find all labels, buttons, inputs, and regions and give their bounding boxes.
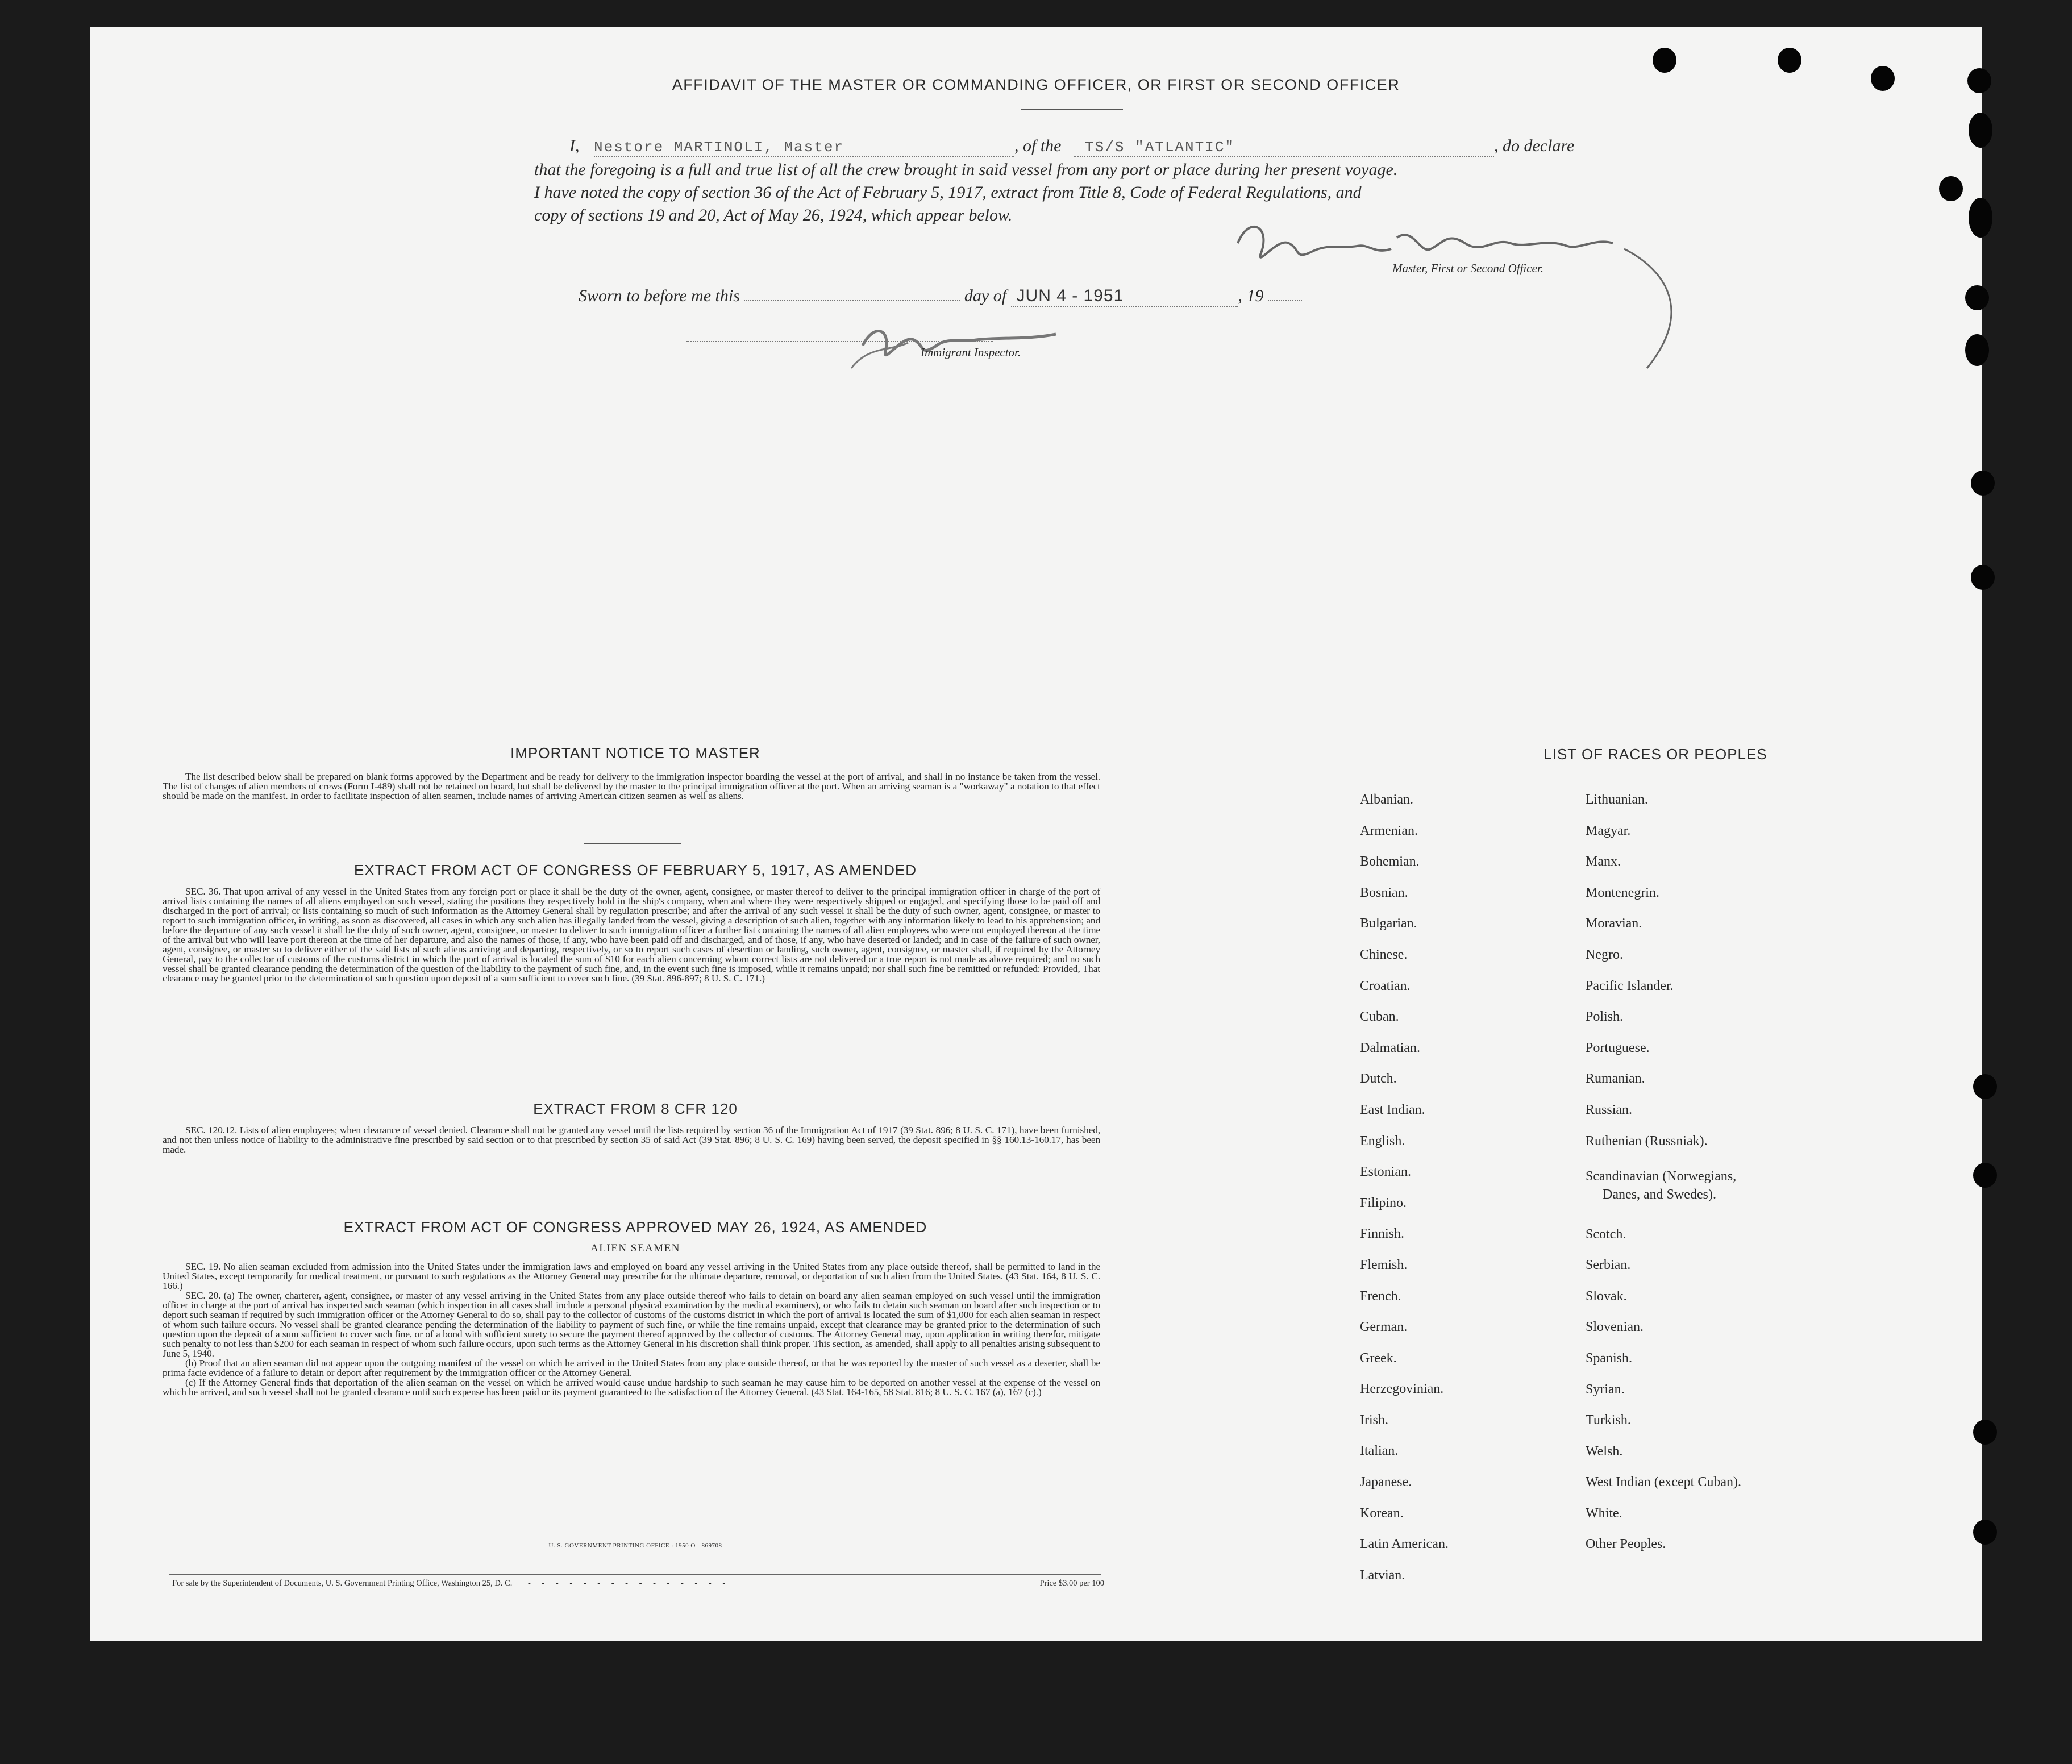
race-item: Italian.	[1360, 1443, 1399, 1459]
footer-rule	[169, 1574, 1101, 1575]
race-item: Dutch.	[1360, 1071, 1397, 1087]
price-text: Price $3.00 per 100	[1039, 1579, 1104, 1588]
race-item: Rumanian.	[1586, 1071, 1645, 1087]
notice-paragraph: The list described below shall be prepared on blank forms approved by the Department and be ready for delivery to the immigration inspector boarding the vessel at the port of arrival, and shall in no instance be taken from the vessel. The list of changes of alien members of crews (Form I-489) shall not be retained on board, but shall be delivered by the master to the principal immigration officer at the port. When an arriving seaman is a "workaway" a notation to that effect should be made on the manifest. In order to facilitate inspection of alien seamen, include names of arriving American citizen seamen as well as aliens.	[163, 771, 1100, 801]
race-item: Dalmatian.	[1360, 1040, 1420, 1055]
race-item: Serbian.	[1586, 1258, 1631, 1273]
do-declare-label: , do declare	[1494, 136, 1575, 155]
punch-hole-icon	[1965, 334, 1989, 366]
race-item: Chinese.	[1360, 947, 1408, 962]
notice-text	[163, 772, 1100, 801]
title-rule	[1021, 109, 1123, 110]
race-item: Ruthenian (Russniak).	[1586, 1133, 1708, 1149]
sec-120-12-paragraph: SEC. 120.12. Lists of alien employees; when clearance of vessel denied. Clearance shall not be granted any vessel until the lists required by section 36 of the Immigration Act of 1917 (39 Stat. 896; 8 U. S. C. 171), have been furnished, and not then unless notice of liability to the administrative fine prescribed by said section or to that prescribed by section 35 of said Act (39 Stat. 896; 8 U. S. C. 169) having been served, the deposit specified in §§ 160.13-160.17, has been made.	[163, 1125, 1100, 1155]
race-item: Japanese.	[1360, 1475, 1412, 1490]
race-item: Latvian.	[1360, 1567, 1405, 1583]
race-item: Slovak.	[1586, 1288, 1627, 1304]
race-item: Slovenian.	[1586, 1320, 1644, 1335]
affidavit-line3: I have noted the copy of section 36 of the Act of February 5, 1917, extract from Title 8, Code of Federal Regulations, and	[534, 183, 1362, 202]
sworn-day-field	[744, 300, 960, 301]
race-item: Estonian.	[1360, 1164, 1411, 1180]
race-item: Manx.	[1586, 854, 1621, 869]
day-of-label: day of	[964, 286, 1007, 305]
sec-20a-paragraph: SEC. 20. (a) The owner, charterer, agent, consignee, or master of any vessel arriving in the United States from any place outside thereof who fails to detain on board any alien seaman employed on such vessel until the immigration officer in charge at the port of arrival has inspected such seaman (which inspection in all cases shall include a personal physical examination by the medical examiners), or who fails to detain such seaman on board after such inspection or to deport such seaman if required by such immigration officer or the Attorney General to do so, shall pay to the collector of customs of the customs district in which the port of arrival is located the sum of $1,000 for each alien seaman in respect of whom such failure occurs. No vessel shall be granted clearance pending the determination of the liability to payment of such fine, or while the fine remains unpaid, except that clearance may be granted prior to the determination of such question upon the deposit of a sum sufficient to cover such fine, or of a bond with sufficient surety to secure the payment thereof approved by the collector of customs. The Attorney General may, upon application in writing therefor, mitigate such penalty to not less than $200 for each seaman in respect of whom such failure occurs, upon such terms as the Attorney General in his discretion shall think proper. This section, as amended, shall apply to all penalties arising subsequent to June 5, 1940.	[163, 1290, 1100, 1359]
year-label: , 19	[1238, 286, 1264, 305]
sec-19-paragraph: SEC. 19. No alien seaman excluded from admission into the United States under the immigration laws and employed on board any vessel arriving in the United States from any place outside thereof, shall be permitted to land in the United States, except temporarily for medical treatment, or pursuant to such regulations as the Attorney General may prescribe for the ultimate departure, removal, or deportation of such alien from the United States. (43 Stat. 164, 8 U. S. C. 166.)	[163, 1261, 1100, 1291]
race-item: Albanian.	[1360, 792, 1413, 807]
race-item: Greek.	[1360, 1350, 1397, 1366]
race-item: English.	[1360, 1133, 1405, 1149]
race-item: Finnish.	[1360, 1226, 1405, 1242]
master-label: Master, First or Second Officer.	[1392, 261, 1543, 275]
extract-cfr-title: EXTRACT FROM 8 CFR 120	[533, 1100, 738, 1117]
for-sale-text: For sale by the Superintendent of Documents, U. S. Government Printing Office, Washington 25, D. C.	[172, 1579, 513, 1588]
vessel-field	[1074, 136, 1494, 157]
sec-20c-paragraph: (c) If the Attorney General finds that deportation of the alien seaman on the vessel on which he arrived would cause undue hardship to such seaman he may cause him to be deported on another vessel at the expense of the vessel on which he arrived, and such vessel shall not be granted clearance until such expense has been paid or its payment guaranteed to the satisfaction of the Attorney General. (43 Stat. 164-165, 58 Stat. 816; 8 U. S. C. 167 (a), 167 (c).)	[163, 1377, 1100, 1397]
race-item: Herzegovinian.	[1360, 1382, 1444, 1397]
race-item: Scotch.	[1586, 1226, 1626, 1242]
race-item: Irish.	[1360, 1412, 1388, 1428]
race-item: West Indian (except Cuban).	[1586, 1475, 1741, 1490]
race-item: Russian.	[1586, 1102, 1633, 1117]
races-title: LIST OF RACES OR PEOPLES	[1543, 746, 1767, 763]
race-item: Flemish.	[1360, 1257, 1408, 1272]
alien-seamen-subtitle: ALIEN SEAMEN	[590, 1242, 680, 1254]
punch-hole-icon	[1973, 1163, 1997, 1188]
race-item: Moravian.	[1586, 916, 1642, 931]
gpo-imprint: U. S. GOVERNMENT PRINTING OFFICE : 1950 O - 869708	[548, 1542, 722, 1549]
races-column-2	[1586, 792, 1741, 1568]
race-item: Other Peoples.	[1586, 1537, 1666, 1552]
race-item: Syrian.	[1586, 1382, 1625, 1397]
affidavit-title: AFFIDAVIT OF THE MASTER OR COMMANDING OFFICER, OR FIRST OR SECOND OFFICER	[672, 76, 1400, 93]
race-item: Croatian.	[1360, 978, 1411, 993]
punch-hole-icon	[1653, 48, 1676, 73]
race-item: Bohemian.	[1360, 854, 1420, 869]
extract-1917-text	[163, 887, 1100, 983]
sworn-label: Sworn to before me this	[579, 286, 740, 305]
inspector-line	[686, 341, 993, 342]
races-column-1	[1360, 792, 1449, 1599]
punch-hole-icon	[1967, 68, 1991, 93]
extract-1924-text	[163, 1262, 1100, 1397]
race-item: Magyar.	[1586, 823, 1631, 838]
race-item: French.	[1360, 1288, 1401, 1304]
race-item: Cuban.	[1360, 1009, 1399, 1025]
affidavit-line2: that the foregoing is a full and true list of all the crew brought in said vessel from any port or place during her present voyage.	[534, 160, 1398, 179]
race-item: Lithuanian.	[1586, 792, 1648, 807]
punch-hole-icon	[1965, 285, 1989, 310]
sec-20b-paragraph: (b) Proof that an alien seaman did not appear upon the outgoing manifest of the vessel on which he arrived in the United States from any place outside thereof, or that he was reported by the master of such vessel as a deserter, shall be prima facie evidence of a failure to detain or deport after requirement by the immigration officer or the Attorney General.	[163, 1358, 1100, 1378]
extract-cfr-text	[163, 1125, 1100, 1154]
sworn-line	[579, 286, 1302, 307]
punch-hole-icon	[1973, 1520, 1997, 1545]
race-item: White.	[1586, 1505, 1622, 1521]
punch-hole-icon	[1939, 176, 1963, 201]
separator-rule	[584, 843, 681, 844]
race-item: Spanish.	[1586, 1350, 1633, 1366]
inspector-signature	[840, 311, 1079, 374]
extract-1924-title: EXTRACT FROM ACT OF CONGRESS APPROVED MAY 26, 1924, AS AMENDED	[343, 1218, 927, 1235]
race-item: East Indian.	[1360, 1102, 1425, 1117]
punch-hole-icon	[1969, 113, 1992, 148]
extract-1917-title: EXTRACT FROM ACT OF CONGRESS OF FEBRUARY 5, 1917, AS AMENDED	[354, 862, 917, 879]
notice-title: IMPORTANT NOTICE TO MASTER	[510, 744, 760, 762]
race-item: Polish.	[1586, 1009, 1624, 1025]
race-item: Pacific Islander.	[1586, 978, 1674, 993]
punch-hole-icon	[1971, 565, 1995, 590]
sec-36-paragraph: SEC. 36. That upon arrival of any vessel in the United States from any foreign port or place it shall be the duty of the owner, agent, consignee, or master thereof to deliver to the principal immigration officer in charge of the port of arrival lists containing the names of all aliens employed on such vessel, stating the positions they respectively hold in the ship's company, when and where they were respectively shipped or engaged, and specifying those to be paid off and discharged in the port of arrival; or lists containing so much of such information as the Attorney General shall by regulation prescribe; and after the arrival of any such vessel it shall be the duty of such owner, agent, consignee, or master to report to such immigration officer, in writing, as soon as discovered, all cases in which any such alien has illegally landed from the vessel, giving a description of such alien, together with any information likely to lead to his apprehension; and before the departure of any such vessel it shall be the duty of such owner, agent, consignee, or master to deliver to such immigration officer a further list containing the names of all alien employees who were not employed thereon at the time of the arrival but who will leave port thereon at the time of her departure, and also the names of those, if any, who have been paid off and discharged, and of those, if any, who have deserted or landed; and in case of the failure of such owner, agent, consignee, or master so to deliver either of the said lists of such aliens arriving and departing, respectively, or so to report such cases of desertion or landing, such owner, agent, consignee, or master shall, if required by the Attorney General, pay to the collector of customs of the customs district in which the port of arrival is located the sum of $10 for each alien concerning whom correct lists are not delivered or a true report is not made as above required; and no such vessel shall be granted clearance pending the determination of the question of the liability to the payment of such fine, and, in the event such fine is imposed, while it remains unpaid; nor shall such fine be remitted or refunded: Provided, That clearance may be granted prior to the determination of such question upon deposit of a sum sufficient to cover such fine. (39 Stat. 896-897; 8 U. S. C. 171.)	[163, 886, 1100, 984]
master-name-typed: Nestore MARTINOLI, Master	[594, 139, 844, 156]
i-label: I,	[569, 136, 580, 155]
race-item: Danes, and Swedes).	[1603, 1187, 1716, 1202]
punch-hole-icon	[1969, 198, 1992, 238]
race-item: Latin American.	[1360, 1537, 1449, 1552]
race-item: Armenian.	[1360, 823, 1418, 838]
date-stamp: JUN 4 - 1951	[1016, 286, 1124, 305]
footer-leader: - - - - - - - - - - - - - - -	[527, 1579, 730, 1588]
race-item: Korean.	[1360, 1505, 1404, 1521]
punch-hole-icon	[1778, 48, 1801, 73]
vessel-typed: TS/S "ATLANTIC"	[1085, 139, 1235, 156]
race-item: Welsh.	[1586, 1443, 1623, 1459]
affidavit-line1	[569, 136, 1574, 157]
master-name-field	[594, 136, 1014, 157]
race-item: Montenegrin.	[1586, 885, 1659, 900]
race-item: Portuguese.	[1586, 1040, 1650, 1055]
race-item: German.	[1360, 1320, 1408, 1335]
of-the-label: , of the	[1014, 136, 1062, 155]
date-field	[1011, 286, 1238, 307]
footer-line	[172, 1579, 1104, 1588]
race-item: Filipino.	[1360, 1195, 1407, 1210]
year-field	[1268, 300, 1302, 301]
affidavit-line4: copy of sections 19 and 20, Act of May 26, 1924, which appear below.	[534, 206, 1013, 224]
race-item: Bosnian.	[1360, 885, 1408, 900]
punch-hole-icon	[1871, 66, 1895, 91]
race-item: Turkish.	[1586, 1413, 1631, 1428]
race-item: Scandinavian (Norwegians,	[1586, 1168, 1737, 1184]
inspector-label: Immigrant Inspector.	[921, 346, 1021, 359]
punch-hole-icon	[1971, 471, 1995, 496]
punch-hole-icon	[1973, 1074, 1997, 1099]
race-item: Bulgarian.	[1360, 916, 1417, 931]
document-page	[90, 27, 1982, 1641]
race-item: Negro.	[1586, 947, 1623, 962]
punch-hole-icon	[1973, 1420, 1997, 1445]
